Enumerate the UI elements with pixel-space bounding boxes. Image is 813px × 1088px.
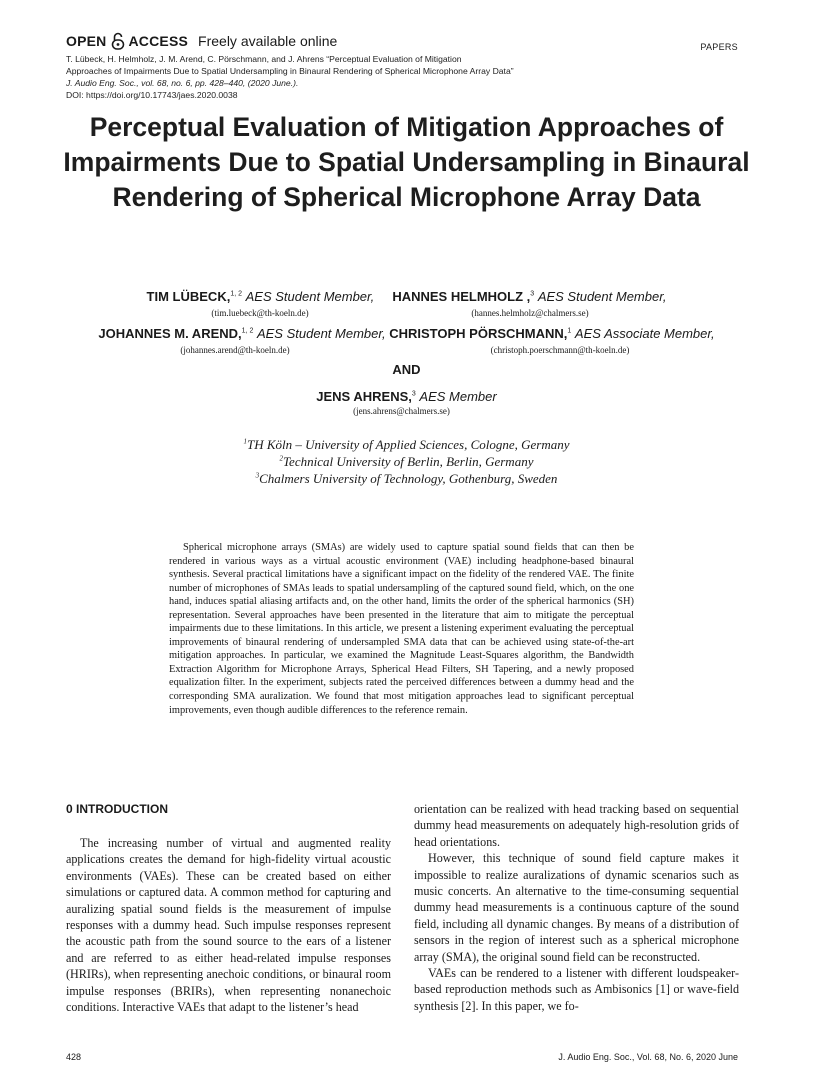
affiliation: $^2$Technical University of Berlin, Berlin, Germany [279, 454, 534, 469]
author-name: JENS AHRENS, [316, 389, 412, 404]
open-lock-icon [111, 32, 125, 50]
paper-title: Perceptual Evaluation of Mitigation Approaches of Impairments Due to Spatial Undersampling in Binaural Rendering of Spherical Microphone Array Data [63, 112, 750, 212]
citation-line: J. Audio Eng. Soc., vol. 68, no. 6, pp. 428–440, (2020 June.). [66, 78, 299, 88]
author-name: CHRISTOPH PÖRSCHMANN, [389, 326, 568, 341]
author-role: AES Member [419, 389, 497, 404]
author-role: AES Student Member, [245, 289, 375, 304]
author-line-3 [0, 389, 813, 404]
author-email[interactable]: (johannes.arend@th-koeln.de) [180, 345, 290, 355]
author-affiliation-sup: 3 [411, 390, 416, 398]
citation-line: T. Lübeck, H. Helmholz, J. M. Arend, C. Pörschmann, and J. Ahrens “Perceptual Evaluation of Mitigation [66, 54, 462, 64]
author-name: TIM LÜBECK, [146, 289, 231, 304]
paragraph: orientation can be realized with head tracking based on sequential dummy head measurements on adequately high-resolution grids of head orientations. [414, 802, 739, 849]
citation-line: Approaches of Impairments Due to Spatial Undersampling in Binaural Rendering of Spherical Microphone Array Data” [66, 66, 514, 76]
citation-block [66, 53, 514, 101]
author-role: AES Associate Member, [574, 326, 715, 341]
access-label: ACCESS [128, 33, 189, 49]
paragraph: The increasing number of virtual and augmented reality applications creates the demand for high-fidelity virtual acoustic environments (VAEs). These can be created based on either simulations or captured data. A common method for capturing and auralizing spatial sound fields is the measurement of impulse responses with a dummy head. Such impulse responses represent the acoustic path from the sound source to the ears of a listener and are referred to as either head-related impulse responses (HRIRs), when representing anechoic conditions, or binaural room impulse responses (BRIRs), when representing nonanechoic conditions. Interactive VAEs that adapt to the listener’s head [66, 836, 391, 1015]
author-email[interactable]: (tim.luebeck@th-koeln.de) [211, 308, 309, 318]
author-affiliation-sup: 1, 2 [230, 290, 243, 298]
author-affiliation-sup: 3 [530, 290, 535, 298]
page-number: 428 [66, 1052, 82, 1062]
affiliation: $^1$TH Köln – University of Applied Sciences, Cologne, Germany [243, 437, 570, 452]
author-email[interactable]: (jens.ahrens@chalmers.se) [353, 406, 450, 416]
abstract: Spherical microphone arrays (SMAs) are widely used to capture spatial sound fields that can then be rendered in various ways as a virtual acoustic environment (VAE) including headphone-based binaural synthesis. Several practical limitations have a significant impact on the fidelity of the rendered VAE. The finite number of microphones of SMAs leads to spatial undersampling of the captured sound field, which, on the one hand, induces spatial aliasing artifacts and, on the other hand, limits the order of the spherical harmonics (SH) representation. Several approaches have been presented in the literature that aim to mitigate the perceptual impairments due to these limitations. In this article, we present a listening experiment evaluating the perceptual improvements of binaural rendering of undersampled SMA data that can be achieved using state-of-the-art mitigation approaches. In particular, we examined the Magnitude Least-Squares algorithm, the Bandwidth Extraction Algorithm for Microphone Arrays, Spherical Head Filters, SH Tapering, and a newly proposed equalization filter. In the experiment, subjects rated the perceived differences between a dummy head and the corresponding SMA auralization. We found that most mitigation approaches lead to significant perceptual improvements, even though audible differences to the reference remain. [169, 542, 634, 716]
affiliation: $^3$Chalmers University of Technology, Gothenburg, Sweden [255, 471, 558, 486]
paragraph: VAEs can be rendered to a listener with different loudspeaker-based reproduction methods such as Ambisonics [1] or wave-field synthesis [2]. In this paper, we fo- [414, 966, 739, 1013]
section-heading: 0 INTRODUCTION [66, 802, 168, 816]
open-label: OPEN [66, 33, 107, 49]
author-affiliation-sup: 1, 2 [241, 327, 254, 335]
author-line-2 [0, 326, 813, 341]
paragraph: However, this technique of sound field capture makes it impossible to realize auralizations of dynamic scenarios such as music concerts. An alternative to the time-consuming sequential dummy head measurements is a continuous capture of the sound field, including all dynamic changes. By means of a distribution of sensors in the region of interest such as a spherical microphone array (SMA), the original sound field can be reconstructed. [414, 851, 739, 964]
left-column [66, 835, 391, 1015]
author-email[interactable]: (christoph.poerschmann@th-koeln.de) [490, 345, 630, 355]
author-role: AES Student Member, [537, 289, 667, 304]
doi-link[interactable]: DOI: https://doi.org/10.17743/jaes.2020.0038 [66, 90, 238, 100]
author-name: HANNES HELMHOLZ , [392, 289, 531, 304]
right-column [414, 801, 739, 1014]
author-email[interactable]: (hannes.helmholz@chalmers.se) [471, 308, 589, 318]
journal-footer: J. Audio Eng. Soc., Vol. 68, No. 6, 2020 June [558, 1052, 738, 1062]
freely-available-label: Freely available online [198, 33, 338, 49]
author-and: AND [392, 362, 421, 377]
author-name: JOHANNES M. AREND, [98, 326, 242, 341]
author-line-1 [0, 289, 813, 304]
author-role: AES Student Member, [256, 326, 386, 341]
author-affiliation-sup: 1 [567, 327, 572, 335]
section-label: PAPERS [700, 42, 738, 52]
open-access-badge [66, 32, 337, 50]
